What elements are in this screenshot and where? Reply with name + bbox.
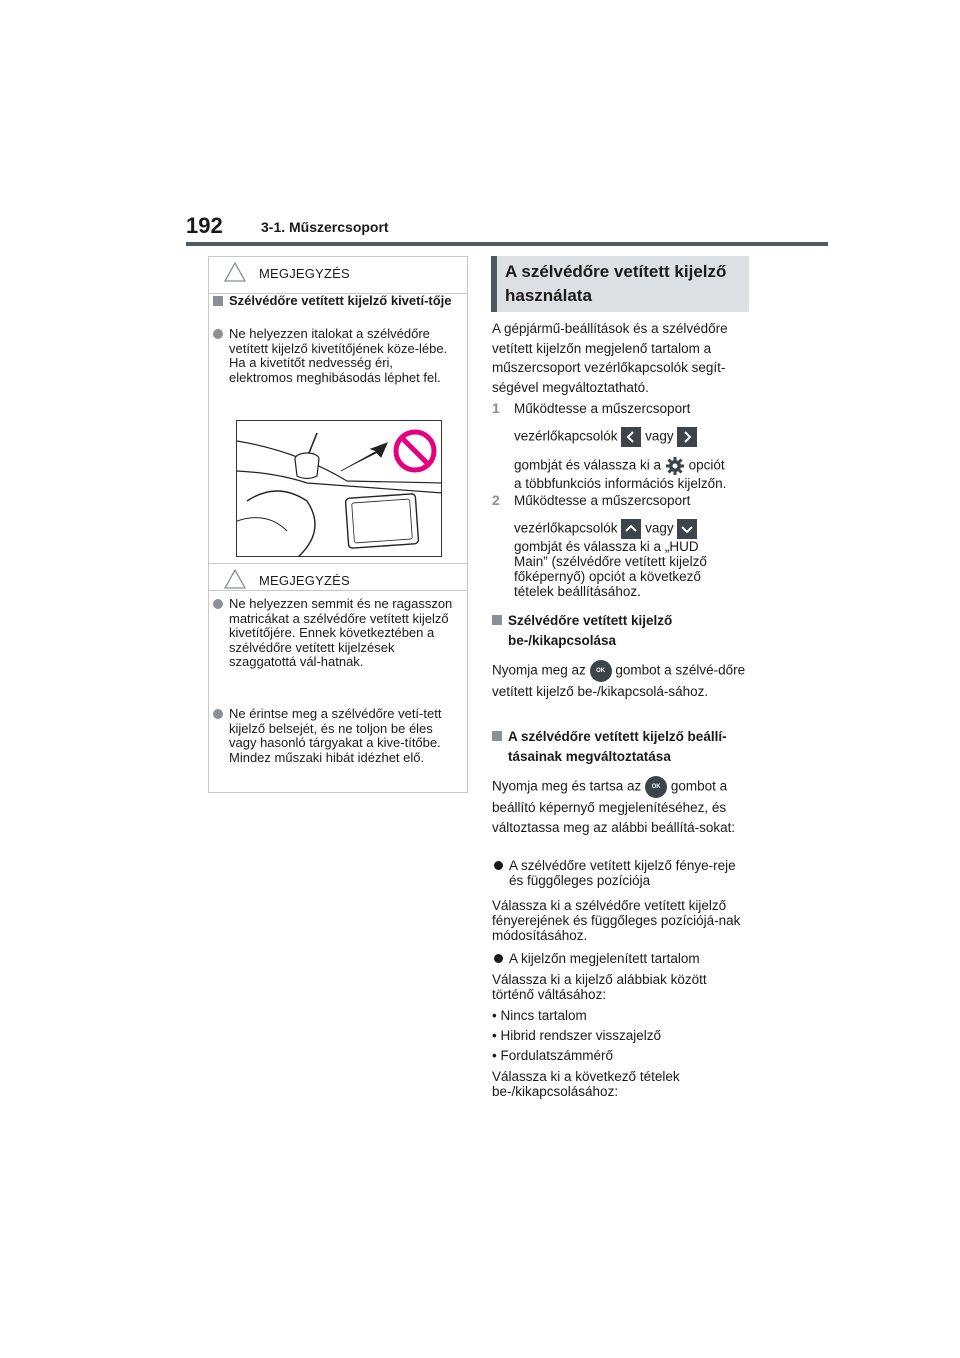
cup-on-dashboard-image	[237, 421, 442, 557]
notice-bullet: Ne helyezzen semmit és ne ragasszon matricákat a szélvédőre vetített kijelző kivetítőjére. Ennek következtében a szélvédőre vetített kijelzések szaggatottá vál-hatnak.	[213, 597, 459, 670]
option-item: • Hibrid rendszer visszajelző	[492, 1028, 662, 1043]
warning-triangle-icon	[223, 568, 247, 590]
notice-label: MEGJEGYZÉS	[259, 573, 350, 588]
notice-label: MEGJEGYZÉS	[259, 266, 350, 281]
notice-heading: Szélvédőre vetített kijelző kivetí-tője	[213, 294, 459, 309]
square-bullet-icon	[213, 296, 223, 306]
warning-triangle-icon	[223, 261, 247, 283]
ok-button-icon: OK	[645, 776, 667, 798]
bullet-description: Válassza ki a szélvédőre vetített kijelző fényerejének és függőleges pozíciójá-nak módosításához.	[492, 898, 741, 943]
step-2: Működtesse a műszercsoport vezérlőkapcsolók vagy gombját és válassza ki a „HUD Main” (szélvédőre vetített kijelző főképernyő) opciót a következő tételek beállításához.	[514, 493, 707, 599]
square-bullet-icon	[492, 615, 502, 625]
ok-button-icon: OK	[590, 660, 612, 682]
chevron-up-icon	[621, 519, 641, 539]
round-bullet-icon	[213, 599, 223, 609]
section-heading: A szélvédőre vetített kijelző használata	[491, 256, 749, 312]
notice-bullet: Ne érintse meg a szélvédőre vetí-tett kijelző belsejét, és ne toljon be éles vagy hasonló tárgyakat a kive-títőbe. Mindez műszaki hibát idézhet elő.	[213, 707, 459, 765]
settings-paragraph: Nyomja meg és tartsa az OK gombot a beállító képernyő megjelenítéséhez, és változtassa meg az alábbi beállítá-sokat:	[492, 776, 752, 837]
notice-header	[209, 564, 467, 600]
chevron-right-icon	[677, 427, 697, 447]
step-number: 1	[492, 400, 500, 416]
option-item: • Fordulatszámmérő	[492, 1048, 614, 1063]
round-bullet-icon	[213, 709, 223, 719]
square-bullet-icon	[492, 731, 502, 741]
subheading-toggle: Szélvédőre vetített kijelző be-/kikapcsolása	[492, 611, 752, 651]
divider	[209, 590, 467, 591]
gear-icon	[665, 456, 685, 476]
bullet-dot-icon	[494, 861, 503, 870]
closing-paragraph: Válassza ki a következő tételek be-/kikapcsolásához:	[492, 1069, 680, 1099]
settings-bullet: A szélvédőre vetített kijelző fénye-reje és függőleges pozíciója	[492, 858, 752, 888]
chevron-down-icon	[677, 519, 697, 539]
chapter-title: 3-1. Műszercsoport	[261, 219, 389, 235]
step-number: 2	[492, 492, 500, 508]
option-item: • Nincs tartalom	[492, 1008, 587, 1023]
chevron-left-icon	[621, 427, 641, 447]
toggle-paragraph: Nyomja meg az OK gombot a szélvé-dőre vetített kijelző be-/kikapcsolá-sához.	[492, 660, 752, 702]
round-bullet-icon	[213, 329, 223, 339]
settings-bullet: A kijelzőn megjelenített tartalom	[492, 951, 752, 966]
header-rule	[186, 242, 828, 246]
notice-bullet: Ne helyezzen italokat a szélvédőre vetített kijelző kivetítőjének köze-lébe. Ha a kivetítőt nedvesség éri, elektromos meghibásodás léphet fel.	[213, 327, 459, 385]
notice-box	[208, 256, 468, 793]
bullet-description: Válassza ki a kijelző alábbiak között történő váltásához:	[492, 972, 707, 1002]
subheading-settings: A szélvédőre vetített kijelző beállí-tásainak megváltoztatása	[492, 727, 752, 767]
notice-header	[209, 257, 467, 293]
hud-projector-illustration	[236, 420, 442, 557]
page-number: 192	[186, 213, 223, 238]
intro-paragraph: A gépjármű-beállítások és a szélvédőre vetített kijelzőn megjelenő tartalom a műszercsoport vezérlőkapcsolók segít-ségével megváltoztatható.	[492, 321, 728, 395]
bullet-dot-icon	[494, 954, 503, 963]
step-1: Működtesse a műszercsoport vezérlőkapcsolók vagy gombját és válassza ki a opciót a többfunkciós információs kijelzőn.	[514, 401, 727, 491]
